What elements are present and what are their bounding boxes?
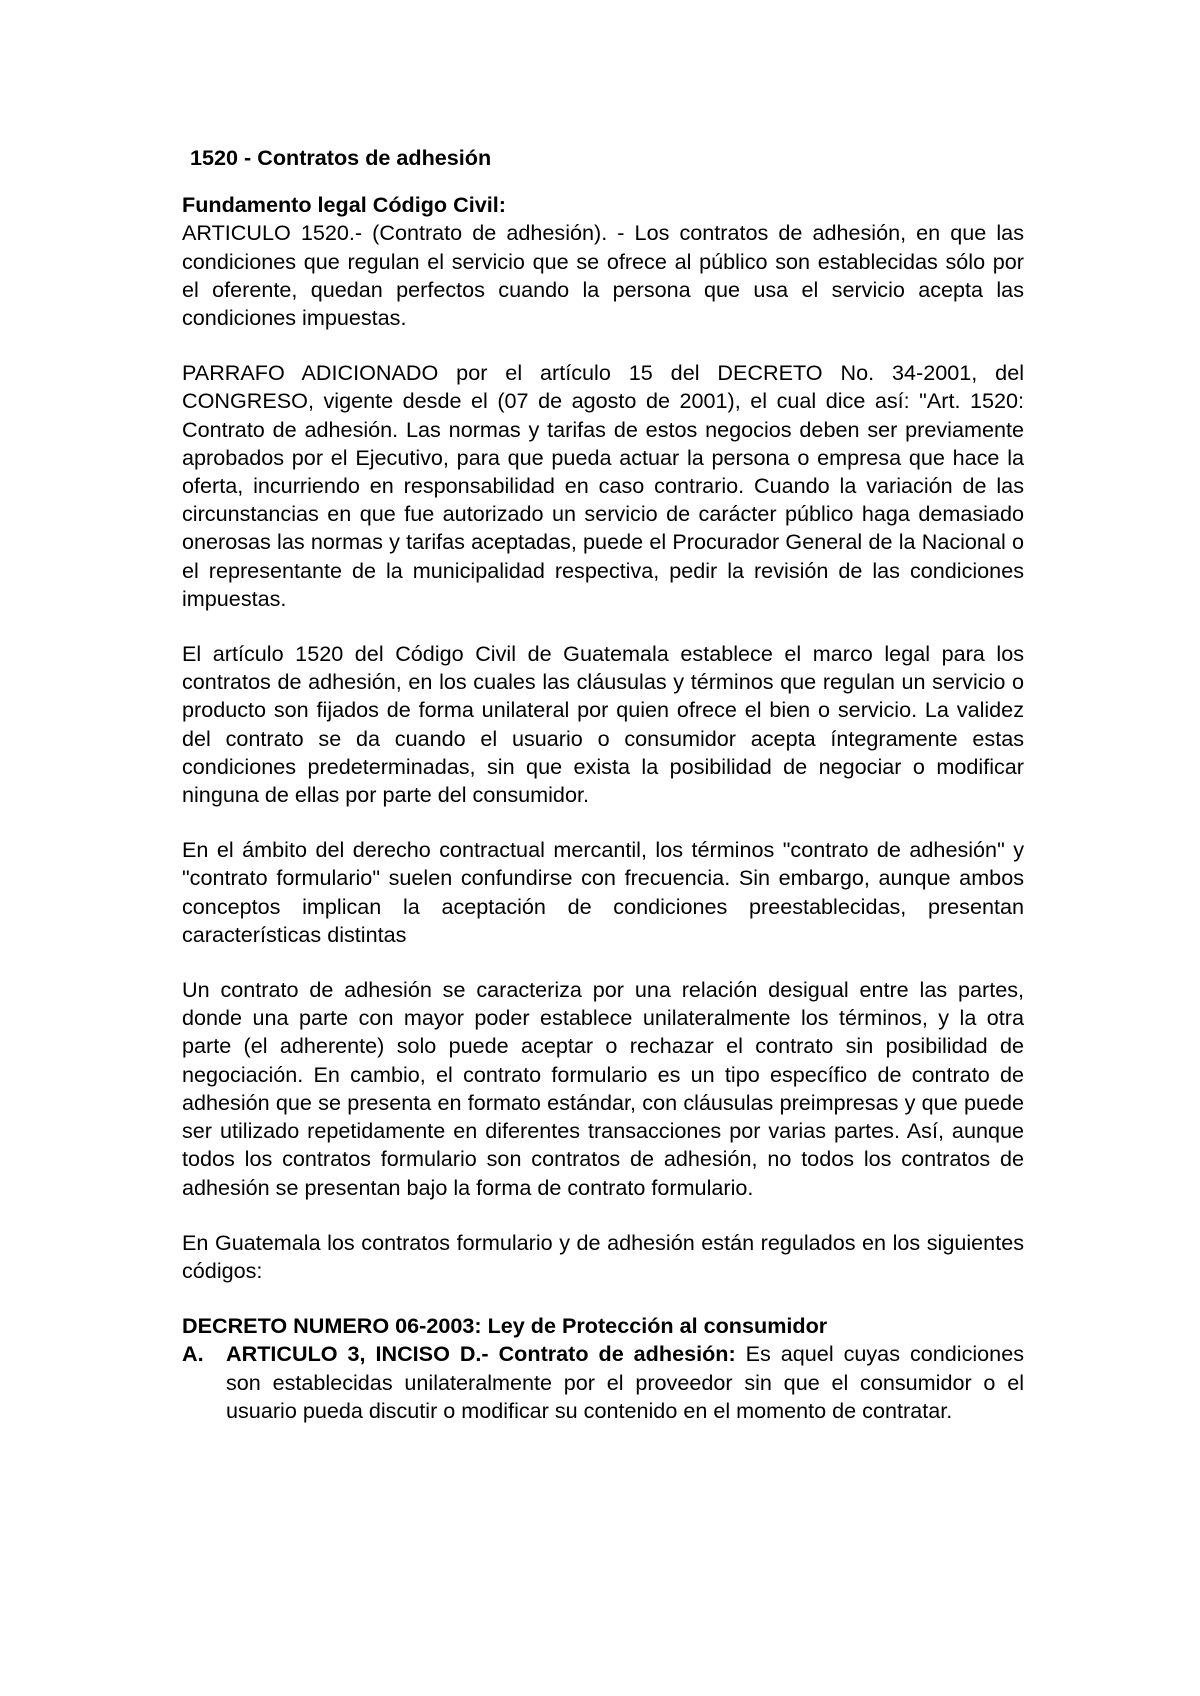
paragraph-adhesion-vs-form: Un contrato de adhesión se caracteriza por una relación desigual entre las partes, donde una parte con mayor poder establece unilateralmente los términos, y la otra parte (el adherente) solo puede aceptar o rechazar el contrato sin posibilidad de negociación. En cambio, el contrato formulario es un tipo específico de contrato de adhesión que se presenta en formato estándar, con cláusulas preimpresas y que puede ser utilizado repetidamente en diferentes transacciones por varias partes. Así, aunque todos los contratos formulario son contratos de adhesión, no todos los contratos de adhesión se presentan bajo la forma de contrato formulario. (182, 977, 1024, 1200)
paragraph-guatemala-regulation: En Guatemala los contratos formulario y de adhesión están regulados en los siguientes códigos: (182, 1229, 1024, 1283)
paragraph-article-1520: ARTICULO 1520.- (Contrato de adhesión). - Los contratos de adhesión, en que las condiciones que regulan el servicio que se ofrece al público son establecidas sólo por el oferente, quedan perfectos cuando la persona que usa el servicio acepta las condiciones impuestas. (182, 220, 1024, 331)
legal-basis-heading: Fundamento legal Código Civil: (182, 192, 506, 218)
document-page (182, 144, 1024, 1425)
list-item-lead: ARTICULO 3, INCISO D.- Contrato de adhesión: (226, 1341, 736, 1367)
paragraph-added-clause: PARRAFO ADICIONADO por el artículo 15 del DECRETO No. 34-2001, del CONGRESO, vigente desde el (07 de agosto de 2001), el cual dice así: "Art. 1520: Contrato de adhesión. Las normas y tarifas de estos negocios deben ser previamente aprobados por el Ejecutivo, para que pueda actuar la persona o empresa que hace la oferta, incurriendo en responsabilidad en caso contrario. Cuando la variación de las circunstancias en que fue autorizado un servicio de carácter público haga demasiado onerosas las normas y tarifas aceptadas, puede el Procurador General de la Nacional o el representante de la municipalidad respectiva, pedir la revisión de las condiciones impuestas. (182, 360, 1024, 611)
list-item-marker: A. (182, 1341, 204, 1367)
list-item-body (226, 1340, 1024, 1425)
document-title: 1520 - Contratos de adhesión (190, 145, 492, 170)
list-item (182, 1340, 1024, 1425)
paragraph-article-explanation: El artículo 1520 del Código Civil de Guatemala establece el marco legal para los contratos de adhesión, en los cuales las cláusulas y términos que regulan un servicio o producto son fijados de forma unilateral por quien ofrece el bien o servicio. La validez del contrato se da cuando el usuario o consumidor acepta íntegramente estas condiciones predeterminadas, sin que exista la posibilidad de negociar o modificar ninguna de ellas por parte del consumidor. (182, 641, 1024, 808)
decree-heading: DECRETO NUMERO 06-2003: Ley de Protección al consumidor (182, 1313, 828, 1339)
paragraph-contract-terms: En el ámbito del derecho contractual mercantil, los términos "contrato de adhesión" y "contrato formulario" suelen confundirse con frecuencia. Sin embargo, aunque ambos conceptos implican la aceptación de condiciones preestablecidas, presentan características distintas (182, 837, 1024, 947)
list-item-text: Es aquel cuyas condiciones son establecidas unilateralmente por el proveedor sin que el consumidor o el usuario pueda discutir o modificar su contenido en el momento de contratar. (226, 1341, 1024, 1423)
